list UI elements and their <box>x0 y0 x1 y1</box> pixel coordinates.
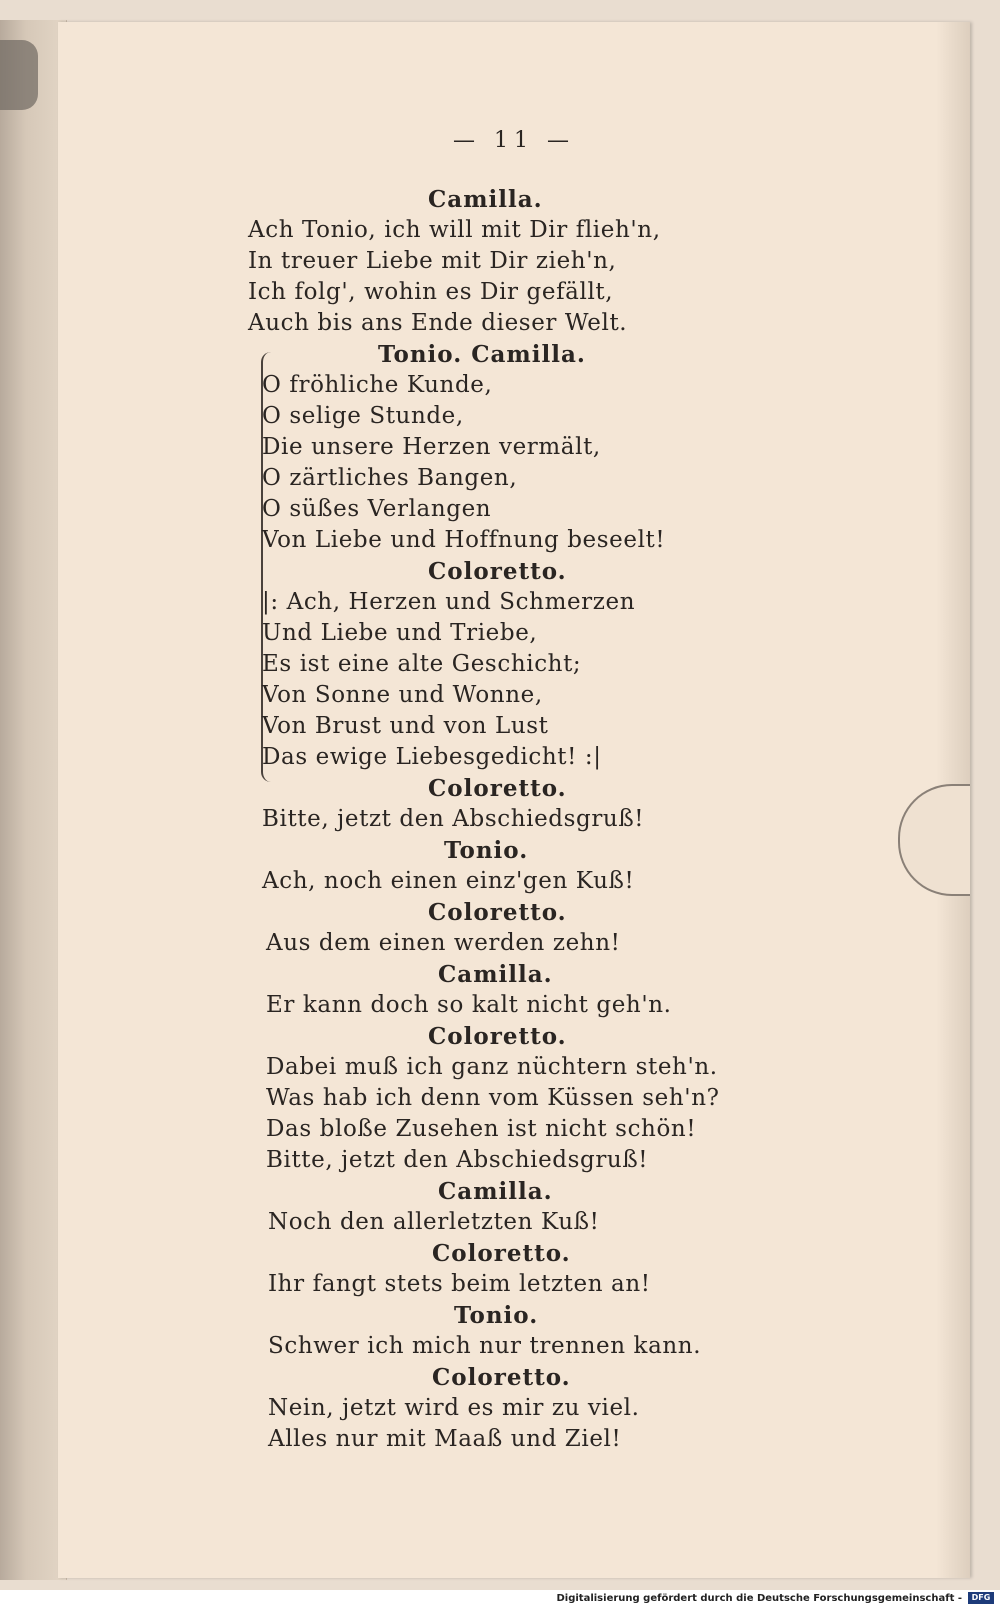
verse-line: Noch den allerletzten Kuß! <box>268 1209 600 1235</box>
verse-line: Schwer ich mich nur trennen kann. <box>268 1333 702 1359</box>
verse-line: O fröhliche Kunde, <box>262 372 493 398</box>
verse-line: Er kann doch so kalt nicht geh'n. <box>266 992 672 1018</box>
digitization-footer <box>0 1590 1000 1608</box>
footer-credit: Digitalisierung gefördert durch die Deutsche Forschungsgemeinschaft - <box>556 1593 962 1604</box>
verse-line: |: Ach, Herzen und Schmerzen <box>262 589 636 615</box>
verse-line: Ach Tonio, ich will mit Dir flieh'n, <box>248 217 661 243</box>
speaker-label: Coloretto. <box>428 775 567 802</box>
verse-line: Und Liebe und Triebe, <box>262 620 538 646</box>
verse-line: Was hab ich denn vom Küssen seh'n? <box>266 1085 720 1111</box>
verse-line: Ich folg', wohin es Dir gefällt, <box>248 279 614 305</box>
verse-line: Dabei muß ich ganz nüchtern steh'n. <box>266 1054 718 1080</box>
speaker-label: Coloretto. <box>428 558 567 585</box>
verse-line: O süßes Verlangen <box>262 496 492 522</box>
verse-line: Nein, jetzt wird es mir zu viel. <box>268 1395 640 1421</box>
verse-line: Es ist eine alte Geschicht; <box>262 651 582 677</box>
verse-line: Bitte, jetzt den Abschiedsgruß! <box>262 806 645 832</box>
verse-line: Von Sonne und Wonne, <box>262 682 543 708</box>
verse-line: O selige Stunde, <box>262 403 464 429</box>
verse-line: In treuer Liebe mit Dir zieh'n, <box>248 248 617 274</box>
verse-line: Bitte, jetzt den Abschiedsgruß! <box>266 1147 649 1173</box>
verse-line: Von Liebe und Hoffnung beseelt! <box>262 527 666 553</box>
verse-line: Das ewige Liebesgedicht! :| <box>262 744 602 770</box>
page-number: — 11 — <box>453 128 575 153</box>
dfg-logo: DFG <box>968 1592 994 1604</box>
speaker-label: Camilla. <box>438 1178 553 1205</box>
speaker-label: Coloretto. <box>432 1240 571 1267</box>
speaker-label: Camilla. <box>428 186 543 213</box>
previous-page-edge <box>0 20 67 1580</box>
verse-line: Aus dem einen werden zehn! <box>266 930 621 956</box>
verse-line: O zärtliches Bangen, <box>262 465 518 491</box>
speaker-label: Tonio. Camilla. <box>378 341 586 368</box>
speaker-label: Coloretto. <box>432 1364 571 1391</box>
verse-line: Auch bis ans Ende dieser Welt. <box>248 310 628 336</box>
book-page <box>58 22 970 1578</box>
thumb-index-notch <box>898 784 970 896</box>
verse-line: Das bloße Zusehen ist nicht schön! <box>266 1116 697 1142</box>
speaker-label: Tonio. <box>454 1302 539 1329</box>
libretto-text <box>248 184 808 1455</box>
verse-line: Alles nur mit Maaß und Ziel! <box>268 1426 622 1452</box>
verse-line: Die unsere Herzen vermält, <box>262 434 601 460</box>
speaker-label: Coloretto. <box>428 1023 567 1050</box>
speaker-label: Tonio. <box>444 837 529 864</box>
speaker-label: Camilla. <box>438 961 553 988</box>
verse-line: Von Brust und von Lust <box>262 713 549 739</box>
verse-line: Ihr fangt stets beim letzten an! <box>268 1271 651 1297</box>
verse-line: Ach, noch einen einz'gen Kuß! <box>262 868 635 894</box>
speaker-label: Coloretto. <box>428 899 567 926</box>
